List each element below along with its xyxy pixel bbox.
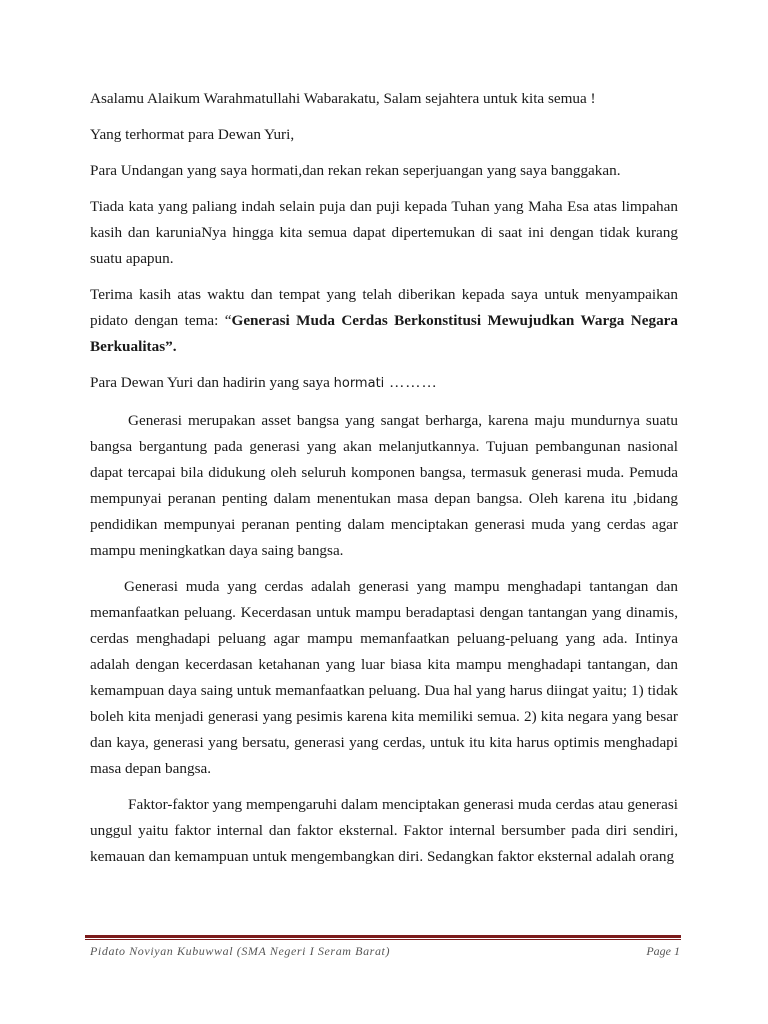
- jury-hadirin-prefix: Para Dewan Yuri dan hadirin yang saya: [90, 374, 334, 391]
- jury-hadirin-dots: ………: [384, 374, 438, 391]
- praise-paragraph: Tiada kata yang paliang indah selain puja dan puji kepada Tuhan yang Maha Esa atas limpahan kasih dan karuniaNya hingga kita semua dapat dipertemukan di saat ini dengan tidak kurang suatu apapun.: [90, 198, 678, 267]
- footer-divider: [85, 935, 681, 938]
- footer-divider-thin: [85, 939, 681, 940]
- jury-hadirin-word: hormati: [333, 376, 385, 391]
- speech-body: [90, 86, 678, 880]
- body-paragraph-2: Generasi muda yang cerdas adalah generasi yang mampu menghadapi tantangan dan memanfaatkan peluang. Kecerdasan untuk mampu beradaptasi dengan tantangan yang dinamis, cerdas menghadapi peluang agar mampu memanfaatkan peluang-peluang yang ada. Intinya adalah dengan kecerdasan ketahanan yang luar biasa kita mampu menghadapi tantangan, dan kemampuan daya saing untuk memanfaatkan peluang. Dua hal yang harus diingat yaitu; 1) tidak boleh kita menjadi generasi yang pesimis karena kita memiliki semua. 2) kita negara yang besar dan kaya, generasi yang bersatu, generasi yang cerdas, untuk itu kita harus optimis menghadapi masa depan bangsa.: [90, 578, 678, 777]
- body-paragraph-1: Generasi merupakan asset bangsa yang sangat berharga, karena maju mundurnya suatu bangsa bergantung pada generasi yang akan melanjutkannya. Tujuan pembangunan nasional dapat tercapai bila didukung oleh seluruh komponen bangsa, termasuk generasi muda. Pemuda mempunyai peranan penting dalam menentukan masa depan bangsa. Oleh karena itu ,bidang pendidikan mempunyai peranan penting dalam menciptakan generasi muda yang cerdas agar mampu meningkatkan daya saing bangsa.: [90, 412, 678, 559]
- jury-address-line: Yang terhormat para Dewan Yuri,: [90, 126, 295, 143]
- footer-author: Pidato Noviyan Kubuwwal (SMA Negeri I Seram Barat): [90, 944, 391, 958]
- speech-theme: Generasi Muda Cerdas Berkonstitusi Mewujudkan Warga Negara Berkualitas”.: [90, 312, 678, 355]
- page-footer: [90, 944, 680, 964]
- guests-address-line: Para Undangan yang saya hormati,dan rekan rekan seperjuangan yang saya banggakan.: [90, 162, 621, 179]
- jury-hadirin-line: [90, 370, 678, 397]
- page-number: Page 1: [646, 944, 680, 958]
- theme-intro: Terima kasih atas waktu dan tempat yang telah diberikan kepada saya untuk menyampaikan pidato dengan tema: “: [90, 286, 678, 329]
- body-paragraph-3: Faktor-faktor yang mempengaruhi dalam menciptakan generasi muda cerdas atau generasi unggul yaitu faktor internal dan faktor eksternal. Faktor internal bersumber pada diri sendiri, kemauan dan kemampuan untuk mengembangkan diri. Sedangkan faktor eksternal adalah orang: [90, 796, 678, 865]
- greeting-line: Asalamu Alaikum Warahmatullahi Wabarakatu, Salam sejahtera untuk kita semua !: [90, 90, 596, 107]
- theme-paragraph: [90, 282, 678, 360]
